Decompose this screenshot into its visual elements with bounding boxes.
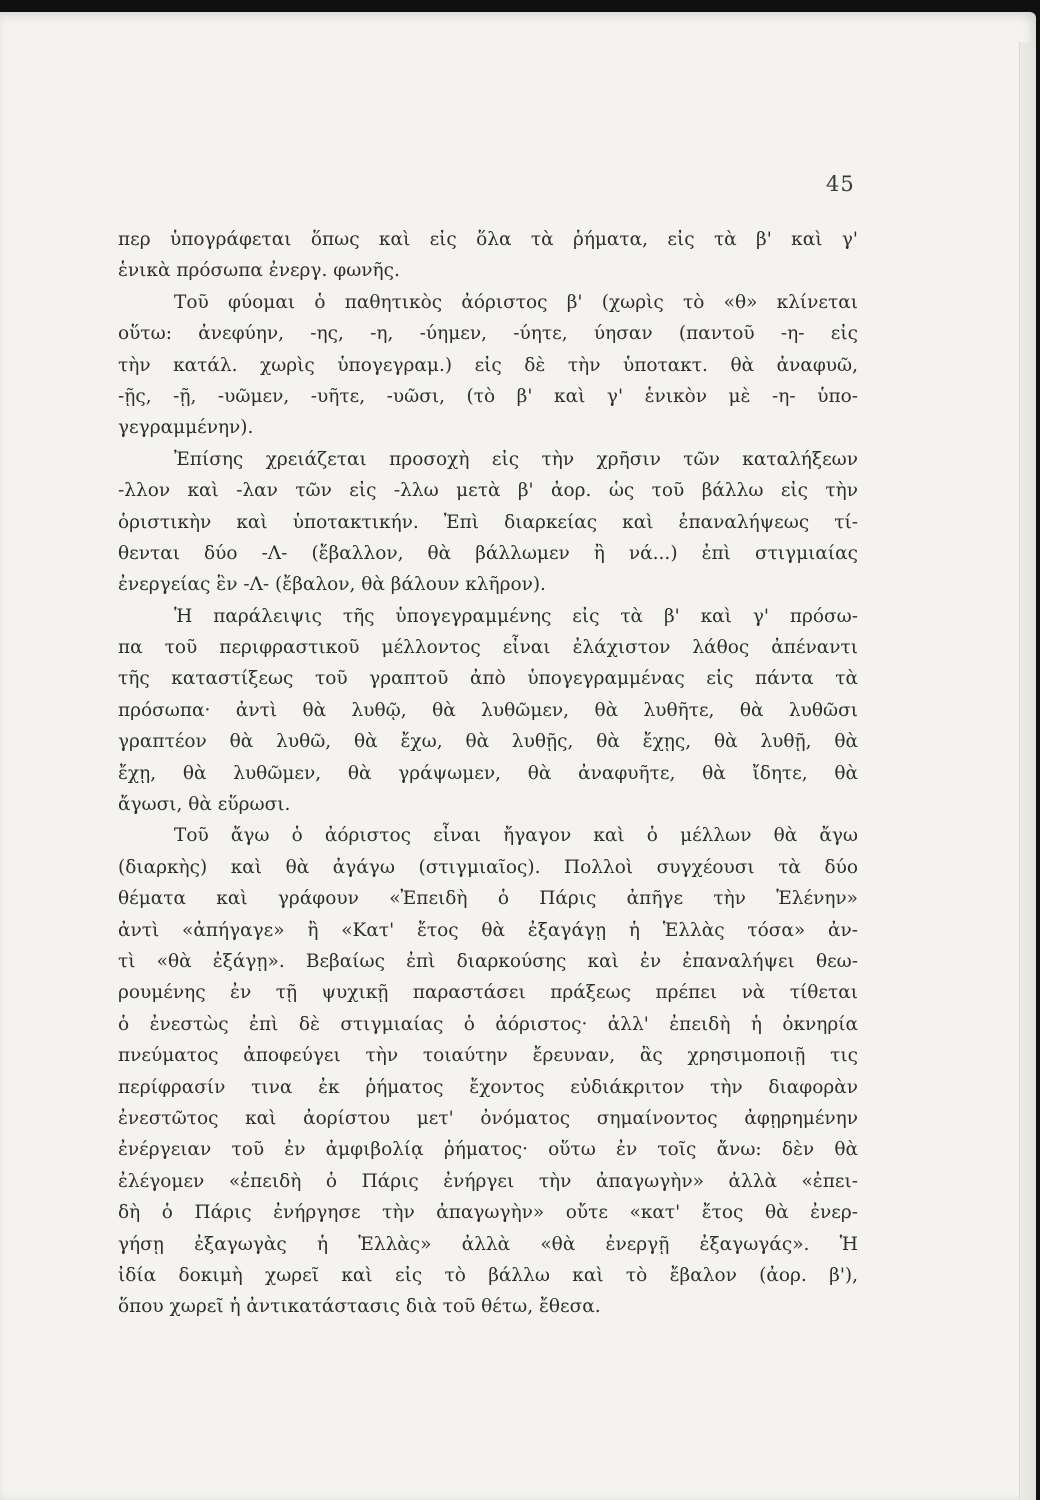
text-line-15: τῆς καταστίξεως τοῦ γραπτοῦ ἀπὸ ὑπογεγραμμένας εἰς πάντα τὰ: [118, 668, 858, 690]
page-edge: [1019, 42, 1036, 1500]
text-line-32: δὴ ὁ Πάρις ἐνήργησε τὴν ἀπαγωγὴν» οὔτε «κατ' ἔτος θὰ ἐνερ-: [118, 1202, 858, 1224]
text-line-6: -ῇς, -ῇ, -υῶμεν, -υῆτε, -υῶσι, (τὸ β' καὶ γ' ἑνικὸν μὲ -η- ὑπο-: [118, 385, 858, 407]
text-line-11: θενται δύο -Λ- (ἔβαλλον, θὰ βάλλωμεν ἢ νά...) ἐπὶ στιγμιαίας: [118, 542, 858, 564]
page-number: 45: [826, 172, 855, 196]
text-line-20: Τοῦ ἄγω ὁ ἀόριστος εἶναι ἤγαγον καὶ ὁ μέλλων θὰ ἄγω: [174, 825, 858, 847]
text-line-21: (διαρκὴς) καὶ θὰ ἀγάγω (στιγμιαῖος). Πολλοὶ συγχέουσι τὰ δύο: [118, 856, 858, 878]
text-line-8: Ἐπίσης χρειάζεται προσοχὴ εἰς τὴν χρῆσιν τῶν καταλήξεων: [174, 448, 858, 470]
text-line-35: ὅπου χωρεῖ ἡ ἀντικατάστασις διὰ τοῦ θέτω, ἔθεσα.: [118, 1296, 601, 1318]
body-text: [118, 224, 858, 1323]
text-line-7: γεγραμμένην).: [118, 417, 254, 439]
text-line-27: πνεύματος ἀποφεύγει τὴν τοιαύτην ἔρευναν, ἂς χρησιμοποιῇ τις: [118, 1045, 858, 1067]
text-line-30: ἐνέργειαν τοῦ ἐν ἀμφιβολίᾳ ῥήματος· οὕτω ἐν τοῖς ἄνω: δὲν θὰ: [118, 1139, 858, 1161]
text-line-34: ἰδία δοκιμὴ χωρεῖ καὶ εἰς τὸ βάλλω καὶ τὸ ἔβαλον (ἀορ. β'),: [118, 1264, 858, 1286]
text-line-12: ἐνεργείας ἓν -Λ- (ἔβαλον, θὰ βάλουν κλῆρον).: [118, 574, 546, 596]
text-line-13: Ἡ παράλειψις τῆς ὑπογεγραμμένης εἰς τὰ β' καὶ γ' πρόσω-: [174, 605, 858, 627]
text-line-16: πρόσωπα· ἀντὶ θὰ λυθῷ, θὰ λυθῶμεν, θὰ λυθῆτε, θὰ λυθῶσι: [118, 699, 858, 721]
text-line-10: ὁριστικὴν καὶ ὑποτακτικήν. Ἐπὶ διαρκείας καὶ ἐπαναλήψεως τί-: [118, 511, 858, 533]
text-line-1: περ ὑπογράφεται ὅπως καὶ εἰς ὅλα τὰ ῥήματα, εἰς τὰ β' καὶ γ': [118, 229, 858, 250]
text-line-22: θέματα καὶ γράφουν «Ἐπειδὴ ὁ Πάρις ἀπῆγε τὴν Ἑλένην»: [118, 888, 858, 910]
text-line-31: ἐλέγομεν «ἐπειδὴ ὁ Πάρις ἐνήργει τὴν ἀπαγωγὴν» ἀλλὰ «ἐπει-: [118, 1170, 858, 1192]
text-line-29: ἐνεστῶτος καὶ ἀορίστου μετ' ὀνόματος σημαίνοντος ἀφῃρημένην: [118, 1107, 858, 1129]
text-line-4: οὕτω: ἀνεφύην, -ης, -η, -ύημεν, -ύητε, ύησαν (παντοῦ -η- εἰς: [118, 323, 858, 345]
text-line-25: ρουμένης ἐν τῇ ψυχικῇ παραστάσει πράξεως πρέπει νὰ τίθεται: [118, 982, 858, 1004]
text-line-3: Τοῦ φύομαι ὁ παθητικὸς ἀόριστος β' (χωρὶς τὸ «θ» κλίνεται: [174, 291, 858, 313]
text-line-2: ἑνικὰ πρόσωπα ἐνεργ. φωνῆς.: [118, 260, 400, 282]
text-line-5: τὴν κατάλ. χωρὶς ὑπογεγραμ.) εἰς δὲ τὴν ὑποτακτ. θὰ ἀναφυῶ,: [118, 354, 858, 376]
text-line-17: γραπτέον θὰ λυθῶ, θὰ ἔχω, θὰ λυθῇς, θὰ ἔχῃς, θὰ λυθῇ, θὰ: [118, 731, 858, 753]
text-line-19: ἄγωσι, θὰ εὕρωσι.: [118, 794, 291, 816]
text-line-9: -λλον καὶ -λαν τῶν εἰς -λλω μετὰ β' ἀορ. ὡς τοῦ βάλλω εἰς τὴν: [118, 480, 858, 502]
text-line-23: ἀντὶ «ἀπήγαγε» ἢ «Κατ' ἔτος θὰ ἐξαγάγῃ ἡ Ἑλλὰς τόσα» ἀν-: [118, 919, 858, 941]
text-line-18: ἔχῃ, θὰ λυθῶμεν, θὰ γράψωμεν, θὰ ἀναφυῆτε, θὰ ἴδητε, θὰ: [118, 762, 858, 784]
text-line-14: πα τοῦ περιφραστικοῦ μέλλοντος εἶναι ἐλάχιστον λάθος ἀπέναντι: [118, 637, 858, 659]
text-line-26: ὁ ἐνεστὼς ἐπὶ δὲ στιγμιαίας ὁ ἀόριστος· ἀλλ' ἐπειδὴ ἡ ὀκνηρία: [118, 1013, 858, 1035]
text-line-33: γήσῃ ἐξαγωγὰς ἡ Ἑλλὰς» ἀλλὰ «θὰ ἐνεργῇ ἐξαγωγάς». Ἡ: [118, 1233, 858, 1255]
book-page: [0, 12, 1036, 1500]
text-line-24: τὶ «θὰ ἐξάγῃ». Βεβαίως ἐπὶ διαρκούσης καὶ ἐν ἐπαναλήψει θεω-: [118, 950, 858, 972]
text-line-28: περίφρασίν τινα ἐκ ῥήματος ἔχοντος εὐδιάκριτον τὴν διαφορὰν: [118, 1076, 858, 1098]
